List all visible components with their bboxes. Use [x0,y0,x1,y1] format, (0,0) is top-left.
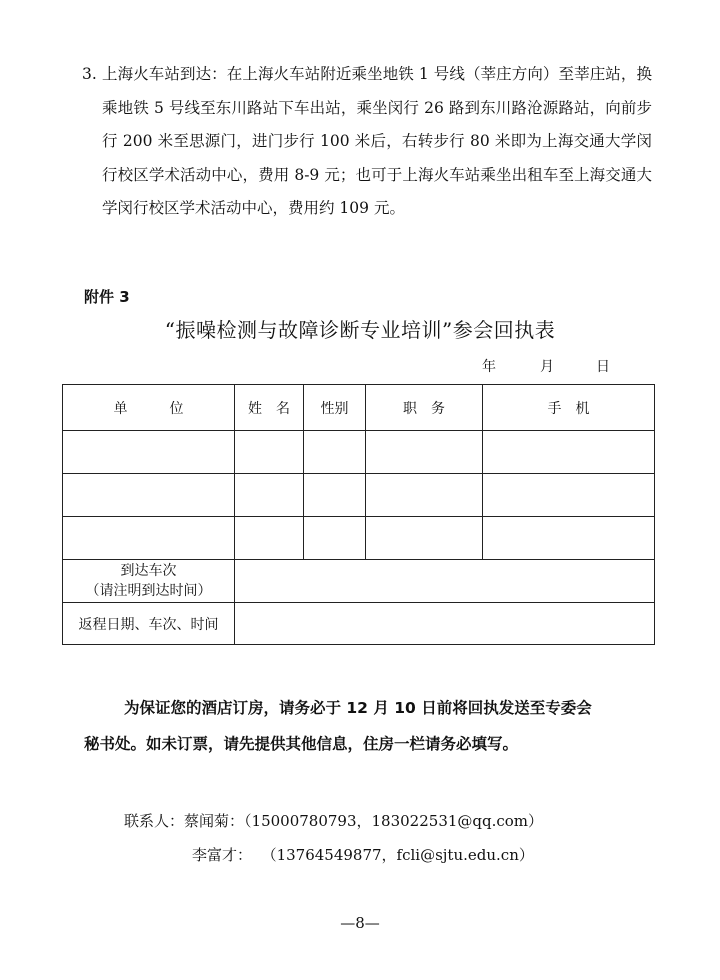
arrival-label-line2: （请注明到达时间） [85,583,212,599]
phone-cell[interactable] [483,431,655,474]
unit-cell[interactable] [63,474,235,517]
phone-cell[interactable] [483,517,655,560]
position-cell[interactable] [366,517,483,560]
arrival-label-line1: 到达车次 [120,563,177,579]
notice-line-2: 秘书处。如未订票，请先提供其他信息，住房一栏请务必填写。 [84,735,519,753]
arrival-cell[interactable] [235,560,655,603]
return-cell[interactable] [235,603,655,645]
table-row [63,474,655,517]
notice-line-1: 为保证您的酒店订房，请务必于 12 月 10 日前将回执发送至专委会 [124,699,592,717]
gender-cell[interactable] [304,431,366,474]
year-label: 年 [482,359,496,375]
transport-item-3 [82,58,652,226]
header-name: 姓 名 [235,385,304,431]
name-cell[interactable] [235,431,304,474]
day-label: 日 [596,359,610,375]
unit-cell[interactable] [63,517,235,560]
table-row [63,431,655,474]
position-cell[interactable] [366,431,483,474]
contact-2-info: （13764549877，fcli@sjtu.edu.cn） [261,846,534,864]
table-row [63,517,655,560]
header-gender: 性别 [304,385,366,431]
return-label: 返程日期、车次、时间 [63,603,235,645]
contact-secondary [192,844,534,865]
arrival-row [63,560,655,603]
name-cell[interactable] [235,517,304,560]
contact-label: 联系人： [124,812,185,830]
booking-notice [84,690,636,762]
item-number: 3. [82,65,97,83]
contact-1-name: 蔡闻菊： [184,812,245,830]
position-cell[interactable] [366,474,483,517]
gender-cell[interactable] [304,474,366,517]
contact-2-name: 李富才： [192,846,253,864]
item-3-text: 上海火车站到达：在上海火车站附近乘坐地铁 1 号线（莘庄方向）至莘庄站，换乘地铁 5 号线至东川路站下车出站，乘坐闵行 26 路到东川路沧源路站，向前步行 200 米至思源门，进门步行 100 米后，右转步行 80 米即为上海交通大学闵行校区学术活动中心，费用 8-9 元；也可于上海火车站乘坐出租车至上海交通大学闵行校区学术活动中心，费用约 109 元。 [102,65,652,217]
contact-primary [124,810,543,831]
page-number: —8— [340,914,380,932]
table-header-row [63,385,655,431]
month-label: 月 [540,359,554,375]
header-unit: 单 位 [63,385,235,431]
name-cell[interactable] [235,474,304,517]
attachment-label: 附件 3 [84,288,130,306]
form-title: “振噪检测与故障诊断专业培训”参会回执表 [164,318,556,342]
unit-cell[interactable] [63,431,235,474]
arrival-label [63,560,235,603]
return-row [63,603,655,645]
header-position: 职 务 [366,385,483,431]
phone-cell[interactable] [483,474,655,517]
header-phone: 手 机 [483,385,655,431]
gender-cell[interactable] [304,517,366,560]
registration-table [62,384,655,645]
contact-1-info: （15000780793，183022531@qq.com） [244,812,544,830]
